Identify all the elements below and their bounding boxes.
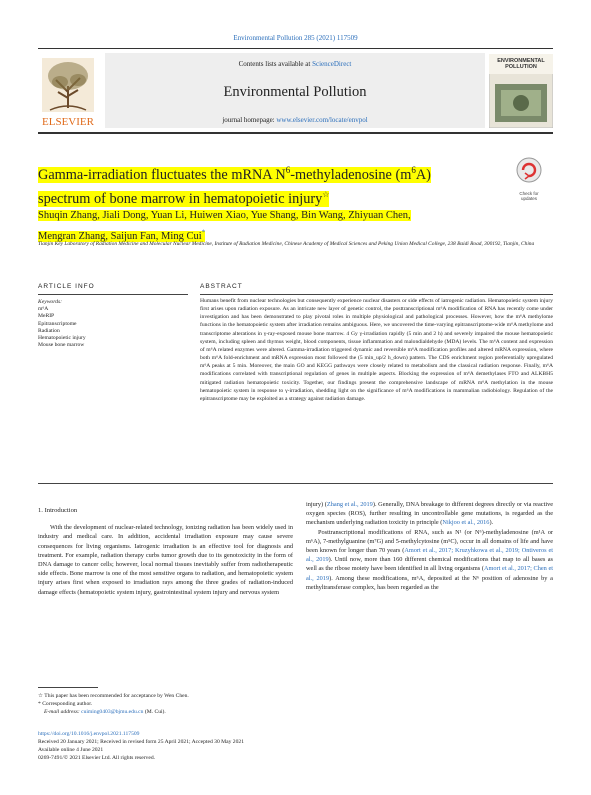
history-dates: Received 20 January 2021; Received in revised form 25 April 2021; Accepted 30 May 2021 — [38, 739, 244, 745]
footnote-corresponding: * Corresponding author. — [38, 701, 93, 707]
history-online: Available online 4 June 2021 — [38, 747, 104, 753]
article-info-heading: ARTICLE INFO — [38, 283, 95, 290]
text-run: ). Generally, DNA breakage to different degrees directly or via reactive oxygen species (ROS), further resulting in uncontrollable gene mutations, is regarded as the mechanism underlying radiation toxicity in principle ( — [306, 501, 554, 527]
intro-column-left — [38, 500, 293, 597]
email-label: E-mail address: — [44, 709, 80, 715]
text-run: injury) ( — [306, 501, 327, 508]
keyword: m⁶A — [38, 306, 49, 313]
authors-line-2: Mengran Zhang, Saijun Fan, Ming Cui — [38, 230, 202, 242]
keyword: Hematopoietic injury — [38, 335, 86, 342]
journal-name: Environmental Pollution — [223, 84, 367, 100]
authors-line-1: Shuqin Zhang, Jiali Dong, Yuan Li, Huiwen Xiao, Yue Shang, Bin Wang, Zhiyuan Chen, — [38, 210, 411, 221]
intro-column-right — [306, 500, 553, 592]
elsevier-logo — [38, 56, 98, 128]
abstract-text: Humans benefit from nuclear technologies but consequently experience nuclear disasters or side effects of iatrogenic radiation. Hematopoietic system injury first arises upon radiation exposure. As an intricate new layer of genetic control, the posttranscriptional m⁶A modification of RNA has recently come under investigation and has been demonstrated to play pivotal roles in multiple physiological and pathological processes. However, how the m⁶A methylome functions in the hematopoietic system after irradiation remains ambiguous. Here, we uncovered the time-varying epitranscriptome-wide m⁶A methylome and transcriptome alterations in γ-ray-exposed mouse bone marrow. 4 Gy γ-irradiation rapidly (5 min and 2 h) and severely impaired the mouse hematopoietic system, including spleen and thymus weight, blood components, tissue inflammation and malondialdehyde (MDA) levels. The m⁶A content and expression of m⁶A related enzymes were altered. Gamma-irradiation triggered dynamic and reversible m⁶A modification profiles and altered mRNA expression, where both m⁶A fold-enrichment and mRNA expression most followed the (5 min_up/2 h_down) pattern. The CDS enrichment region preferentially upregulated m⁶A peaks at 5 min. Moreover, the main GO and KEGG pathways were closely related to metabolism and the classical radiation response. Finally, m⁶A modifications correlated with transcriptional regulation of genes in multiple aspects. Blocking the expression of m⁶A demethylases FTO and ALKBH5 mitigated radiation hematopoietic toxicity. Together, our findings present the comprehensive landscape of mRNA m⁶A methylation in the mouse hematopoietic system in response to γ-irradiation, shedding light on the significance of m⁶A modifications in mammalian radiobiology. Regulation of the epitranscriptome may be exploited as a strategy against radiation damage. — [200, 298, 553, 402]
text-run: ). — [489, 519, 494, 527]
contents-line — [105, 60, 485, 68]
text-run: ). Among these modifications, m⁶A, deposited at the N⁶ position of adenosine by a methyltransferase complex, has been regarded as the — [306, 574, 553, 591]
footnotes — [38, 692, 293, 716]
check-for-updates[interactable] — [512, 156, 546, 201]
keywords-block — [38, 299, 168, 349]
author-list — [38, 207, 488, 245]
citation-link[interactable]: Zhang et al., 2019 — [326, 501, 373, 508]
journal-reference[interactable]: Environmental Pollution 285 (2021) 117509 — [233, 34, 358, 42]
check-updates-label: Check for updates — [519, 191, 539, 201]
article-history — [38, 730, 293, 762]
text-run: ). Until now, more than 160 different chemical modifications that map to all bases as well as the ribose moiety have been identified in all living organisms ( — [306, 556, 553, 573]
article-info-rule — [38, 294, 188, 295]
text-run: Posttranscriptional modifications of RNA, such as N¹ (or N⁶)-methyladenosine (m¹A or m⁶A), 7-methylguanine (m⁷G) and 5-methylcytosine (m⁵C), occur in all domains of life and have been known for longer than 70 years ( — [306, 528, 553, 555]
title-part-3: A) — [415, 166, 431, 183]
footnote-email — [38, 708, 293, 716]
email-link[interactable]: cuiming0403@bjmu.edu.cn — [81, 709, 144, 715]
header-rule-top — [38, 48, 553, 49]
contents-prefix: Contents lists available at — [238, 60, 311, 68]
doi-link[interactable]: https://doi.org/10.1016/j.envpol.2021.117509 — [38, 731, 140, 737]
homepage-label: journal homepage: — [222, 116, 275, 124]
footnote-recommendation: ☆ This paper has been recommended for acceptance by Wen Chen. — [38, 693, 189, 699]
title-footnote-mark[interactable]: ☆ — [322, 189, 330, 199]
email-suffix: (M. Cui). — [144, 709, 166, 715]
keyword: MeRIP — [38, 313, 55, 320]
keyword: Epitranscriptome — [38, 320, 77, 327]
abstract-bottom-rule — [38, 483, 553, 484]
affiliation: Tianjin Key Laboratory of Radiation Medicine and Molecular Nuclear Medicine, Institute of Radiation Medicine, Chinese Academy of Medical Sciences and Peking Union Medical College, 238 Baidi Road, 300192, Tianjin, China — [38, 241, 535, 247]
abstract-rule — [200, 294, 553, 295]
intro-paragraph-right-1 — [306, 500, 553, 528]
corresponding-mark[interactable]: * — [201, 228, 206, 236]
footnote-rule — [38, 687, 98, 688]
title-part-2: -methyladenosine (m — [290, 166, 412, 183]
copyright: 0269-7491/© 2021 Elsevier Ltd. All rights reserved. — [38, 755, 156, 761]
intro-paragraph-1: With the development of nuclear-related technology, ionizing radiation has been widely used in industry and medical care. In addition, accidental irradiation exposure may cause severe consequences for living organisms. Iatrogenic irradiation is an effective tool for diagnosis and treatment. For example, radiation therapy curbs tumor growth due to its genotoxicity in the form of DNA damage to cancer cells; however, local normal tissues inevitably suffer from radiotherapeutic side effects. Bone marrow is one of the most sensitive organs to radiation, and hematopoietic system injury arises first when exposed to irradiation rays among the three grades of radiation-induced damage effects (hematopoietic system injury, gastrointestinal system injury and nervous system — [38, 524, 293, 596]
article-title — [38, 160, 458, 209]
sciencedirect-link[interactable]: ScienceDirect — [312, 60, 352, 68]
keyword: Radiation — [38, 327, 60, 334]
title-part-1: Gamma-irradiation fluctuates the mRNA N — [38, 166, 286, 183]
citation-link[interactable]: Amort et al., 2017; Chen et al., 2019 — [306, 565, 553, 582]
homepage-link[interactable]: www.elsevier.com/locate/envpol — [276, 116, 368, 124]
title-line-2: spectrum of bone marrow in hematopoietic injury — [38, 190, 323, 207]
keyword: Mouse bone marrow — [38, 342, 85, 349]
intro-heading: 1. Introduction — [38, 507, 78, 514]
header-rule-bottom — [38, 132, 553, 134]
check-updates-icon — [512, 156, 546, 186]
keywords-label: Keywords: — [38, 299, 63, 305]
publisher-name: ELSEVIER — [42, 116, 94, 128]
citation-link[interactable]: Nikjoo et al., 2016 — [442, 519, 490, 527]
citation-link[interactable]: Amort et al., 2017; Kruzyhkowa et al., 2019; Ontiveros et al., 2019 — [306, 547, 553, 564]
cover-title: ENVIRONMENTAL POLLUTION — [497, 58, 545, 70]
title-sup-2: 6 — [411, 165, 416, 175]
title-sup-1: 6 — [285, 165, 291, 175]
intro-paragraph-right-2 — [306, 528, 553, 592]
abstract-heading: ABSTRACT — [200, 283, 243, 290]
journal-homepage — [105, 116, 485, 124]
journal-cover — [489, 54, 553, 128]
